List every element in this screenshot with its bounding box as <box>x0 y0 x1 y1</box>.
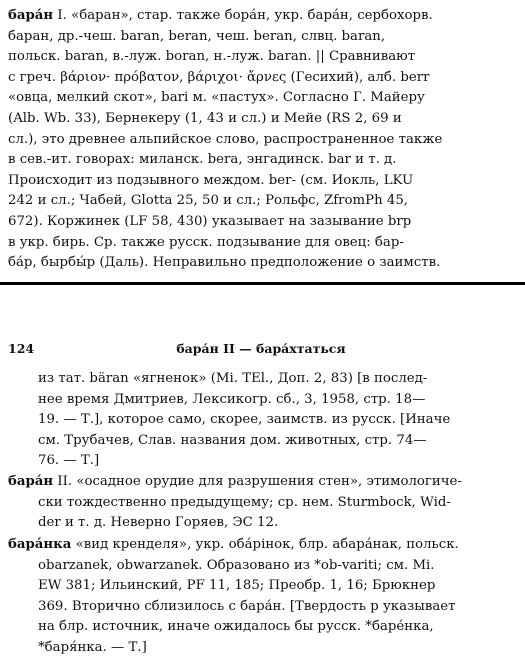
text-line: Происходит из подзывного междом. ber- (см. Иокль, LKU <box>8 172 414 188</box>
text-line: бара́нка «вид кренделя», укр. оба́рінок, блр. абара́нак, польск. <box>8 537 459 552</box>
text-line: 369. Вторично сблизилось с бара́н. [Твердость р указывает <box>38 598 456 614</box>
text-line: баран, др.-чеш. baran, beran, чеш. beran, слвц. baran, <box>8 28 386 44</box>
continuation-paragraph <box>8 369 514 472</box>
text-line: EW 381; Ильинский, PF 11, 185; Преобр. 1, 16; Брюкнер <box>38 578 436 594</box>
continuation-text <box>8 369 514 472</box>
text-line: польск. baran, в.-луж. boran, н.-луж. baran. || Сравнивают <box>8 49 416 65</box>
entry-baran-1-text <box>8 6 514 274</box>
text-line: 76. — Т.] <box>38 453 100 469</box>
headword: бара́н <box>8 474 54 489</box>
text-line: 672). Коржинек (LF 58, 430) указывает на зазывание brр <box>8 213 412 229</box>
text-line: (Alb. Wb. 33), Бернекеру (1, 43 и сл.) и Мейе (RS 2, 69 и <box>8 110 402 126</box>
text-line: с греч. βάριον· πρόβατον, βάριχοι· ἄρνες (Гесихий), алб. berr <box>8 69 430 85</box>
page-number: 124 <box>8 341 35 356</box>
text-line: 19. — Т.], которое само, скорее, заимств. из русск. [Иначе <box>38 412 451 428</box>
text-line: из тат. bäran «ягненок» (Mi. TEl., Доп. 2, 83) [в послед- <box>38 371 428 386</box>
page-divider <box>0 282 525 285</box>
headword: бара́нка <box>8 537 72 552</box>
text-line: obarzanek, obwarzanek. Образовано из *ob-variti; см. Mi. <box>38 557 435 573</box>
entry-baranka <box>8 535 514 659</box>
running-head-title: бара́н II — бара́хтаться <box>176 341 346 356</box>
text-line: на блр. источник, иначе ожидалось бы русск. *баре́нка, <box>38 619 434 635</box>
text-line: ба́р, бырбы́р (Даль). Неправильно предположение о заимств. <box>8 255 441 271</box>
text-line: *баря́нка. — Т.] <box>38 639 147 655</box>
text-line: в сев.-ит. говорах: миланск. bera, энгадинск. bar и т. д. <box>8 152 397 168</box>
text-line: нее время Дмитриев, Лексикогр. сб., 3, 1958, стр. 18— <box>38 391 426 407</box>
text-line: в укр. бирь. Ср. также русск. подзывание для овец: бар- <box>8 234 404 250</box>
text-line: der и т. д. Неверно Горяев, ЭС 12. <box>38 515 279 531</box>
text-line: 242 и сл.; Чабей, Glotta 25, 50 и сл.; Рольфс, ZfromPh 45, <box>8 193 409 209</box>
entry-baran-2 <box>8 472 514 534</box>
text-line: сл.), это древнее альпийское слово, распространенное также <box>8 131 443 147</box>
running-head <box>8 341 514 361</box>
text-line: бара́н II. «осадное орудие для разрушения стен», этимологиче- <box>8 474 462 489</box>
text-line: «овца, мелкий скот», bari м. «пастух». Согласно Г. Майеру <box>8 90 425 106</box>
lower-page <box>0 287 525 655</box>
text-line: см. Трубачев, Слав. названия дом. животных, стр. 74— <box>38 432 427 448</box>
headword: бара́н <box>8 8 54 23</box>
text-line: бара́н I. «баран», стар. также бора́н, укр. бара́н, сербохорв. <box>8 8 433 23</box>
entry-baran-1 <box>8 6 514 274</box>
text-line: ски тождественно предыдущему; ср. нем. Sturmbock, Wid- <box>38 494 451 510</box>
upper-page-fragment <box>0 0 525 272</box>
